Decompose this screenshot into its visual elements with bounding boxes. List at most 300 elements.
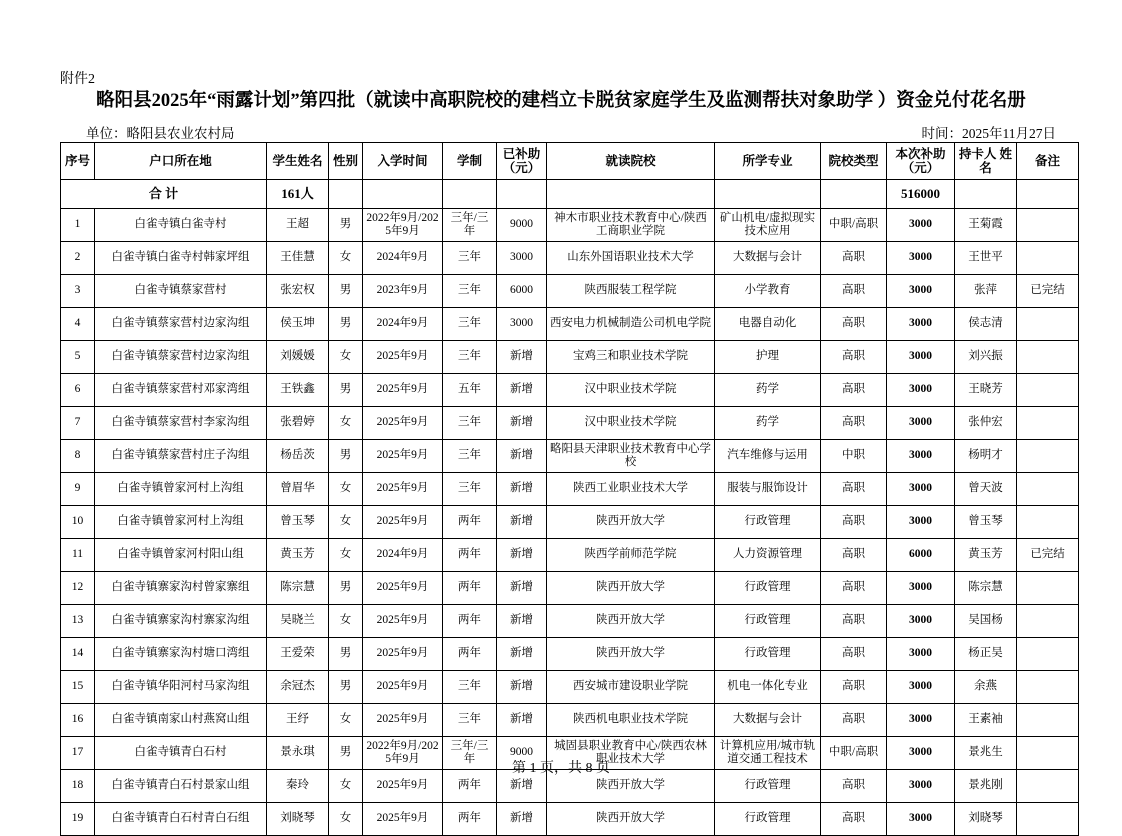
cell-school-system: 五年 <box>443 374 497 407</box>
cell-enroll-time: 2025年9月 <box>363 473 443 506</box>
cell-name: 吴晓兰 <box>267 605 329 638</box>
col-name: 学生姓名 <box>267 143 329 180</box>
total-subsidized <box>497 180 547 209</box>
cell-card-holder: 刘晓琴 <box>955 803 1017 836</box>
cell-remark <box>1017 341 1079 374</box>
cell-current: 3000 <box>887 308 955 341</box>
cell-gender: 男 <box>329 209 363 242</box>
cell-card-holder: 王晓芳 <box>955 374 1017 407</box>
cell-name: 秦玲 <box>267 770 329 803</box>
col-seq: 序号 <box>61 143 95 180</box>
col-current <box>887 143 955 180</box>
cell-enroll-time: 2025年9月 <box>363 374 443 407</box>
cell-subsidized: 新增 <box>497 473 547 506</box>
cell-subsidized: 3000 <box>497 308 547 341</box>
table-row <box>61 671 1079 704</box>
cell-major: 大数据与会计 <box>715 242 821 275</box>
cell-remark <box>1017 242 1079 275</box>
cell-gender: 男 <box>329 737 363 770</box>
cell-school-type: 高职 <box>821 506 887 539</box>
cell-institution: 宝鸡三和职业技术学院 <box>547 341 715 374</box>
cell-subsidized: 6000 <box>497 275 547 308</box>
cell-school-system: 三年 <box>443 275 497 308</box>
cell-major: 服装与服饰设计 <box>715 473 821 506</box>
cell-school-type: 高职 <box>821 539 887 572</box>
cell-school-type: 高职 <box>821 638 887 671</box>
cell-card-holder: 黄玉芳 <box>955 539 1017 572</box>
cell-remark: 已完结 <box>1017 275 1079 308</box>
cell-major: 机电一体化专业 <box>715 671 821 704</box>
cell-address: 白雀寺镇蔡家营村邓家湾组 <box>95 374 267 407</box>
cell-gender: 女 <box>329 539 363 572</box>
issue-date: 时间：2025年11月27日 <box>921 126 1056 141</box>
col-school-type: 院校类型 <box>821 143 887 180</box>
cell-enroll-time: 2025年9月 <box>363 572 443 605</box>
table-row <box>61 275 1079 308</box>
cell-subsidized: 新增 <box>497 374 547 407</box>
cell-gender: 男 <box>329 572 363 605</box>
cell-enroll-time: 2024年9月 <box>363 242 443 275</box>
cell-school-system: 两年 <box>443 539 497 572</box>
cell-seq: 2 <box>61 242 95 275</box>
cell-major: 药学 <box>715 374 821 407</box>
cell-school-system: 两年 <box>443 638 497 671</box>
cell-remark <box>1017 605 1079 638</box>
cell-gender: 男 <box>329 308 363 341</box>
table-row <box>61 605 1079 638</box>
table-row <box>61 506 1079 539</box>
cell-name: 曾眉华 <box>267 473 329 506</box>
cell-seq: 17 <box>61 737 95 770</box>
cell-institution: 汉中职业技术学院 <box>547 374 715 407</box>
total-card-holder <box>955 180 1017 209</box>
col-institution: 就读院校 <box>547 143 715 180</box>
cell-name: 黄玉芳 <box>267 539 329 572</box>
cell-school-type: 高职 <box>821 407 887 440</box>
col-enroll-time: 入学时间 <box>363 143 443 180</box>
cell-address: 白雀寺镇白雀寺村 <box>95 209 267 242</box>
cell-school-system: 三年 <box>443 473 497 506</box>
cell-gender: 男 <box>329 440 363 473</box>
cell-card-holder: 王素袖 <box>955 704 1017 737</box>
cell-card-holder: 王菊霞 <box>955 209 1017 242</box>
cell-card-holder: 吴国杨 <box>955 605 1017 638</box>
cell-seq: 15 <box>61 671 95 704</box>
cell-subsidized: 新增 <box>497 671 547 704</box>
cell-major: 小学教育 <box>715 275 821 308</box>
total-school-system <box>443 180 497 209</box>
cell-remark <box>1017 308 1079 341</box>
table-row <box>61 473 1079 506</box>
cell-subsidized: 9000 <box>497 737 547 770</box>
cell-name: 余冠杰 <box>267 671 329 704</box>
cell-current: 3000 <box>887 341 955 374</box>
issuing-unit: 单位：略阳县农业农村局 <box>86 126 235 141</box>
cell-school-system: 两年 <box>443 770 497 803</box>
cell-major: 护理 <box>715 341 821 374</box>
cell-institution: 西安电力机械制造公司机电学院 <box>547 308 715 341</box>
cell-seq: 14 <box>61 638 95 671</box>
cell-name: 景永琪 <box>267 737 329 770</box>
cell-seq: 3 <box>61 275 95 308</box>
page-footer: 第 1 页，共 8 页 <box>512 761 610 776</box>
total-count: 161人 <box>267 180 329 209</box>
cell-remark <box>1017 638 1079 671</box>
cell-school-type: 高职 <box>821 572 887 605</box>
cell-remark <box>1017 407 1079 440</box>
cell-enroll-time: 2025年9月 <box>363 704 443 737</box>
table-row <box>61 704 1079 737</box>
cell-current: 3000 <box>887 605 955 638</box>
cell-major: 行政管理 <box>715 803 821 836</box>
total-gender <box>329 180 363 209</box>
cell-gender: 女 <box>329 341 363 374</box>
cell-institution: 陕西工业职业技术大学 <box>547 473 715 506</box>
cell-seq: 18 <box>61 770 95 803</box>
cell-subsidized: 新增 <box>497 440 547 473</box>
table-row <box>61 440 1079 473</box>
cell-subsidized: 9000 <box>497 209 547 242</box>
col-current-line2: （元） <box>901 161 940 175</box>
cell-enroll-time: 2025年9月 <box>363 803 443 836</box>
cell-gender: 女 <box>329 605 363 638</box>
cell-current: 3000 <box>887 737 955 770</box>
cell-card-holder: 王世平 <box>955 242 1017 275</box>
cell-enroll-time: 2025年9月 <box>363 506 443 539</box>
cell-major: 行政管理 <box>715 572 821 605</box>
cell-school-system: 三年 <box>443 341 497 374</box>
cell-card-holder: 杨正吴 <box>955 638 1017 671</box>
cell-enroll-time: 2025年9月 <box>363 671 443 704</box>
cell-seq: 5 <box>61 341 95 374</box>
cell-seq: 12 <box>61 572 95 605</box>
cell-current: 3000 <box>887 242 955 275</box>
subsidy-table <box>60 142 1079 836</box>
cell-institution: 陕西学前师范学院 <box>547 539 715 572</box>
cell-school-system: 两年 <box>443 506 497 539</box>
cell-institution: 陕西机电职业技术学院 <box>547 704 715 737</box>
col-subsidized <box>497 143 547 180</box>
cell-school-type: 中职/高职 <box>821 737 887 770</box>
cell-address: 白雀寺镇蔡家营村边家沟组 <box>95 308 267 341</box>
cell-enroll-time: 2025年9月 <box>363 605 443 638</box>
cell-institution: 陕西开放大学 <box>547 770 715 803</box>
cell-address: 白雀寺镇寨家沟村曾家寨组 <box>95 572 267 605</box>
cell-card-holder: 杨明才 <box>955 440 1017 473</box>
cell-card-holder: 曾天波 <box>955 473 1017 506</box>
cell-school-type: 中职 <box>821 440 887 473</box>
cell-subsidized: 新增 <box>497 704 547 737</box>
cell-current: 3000 <box>887 572 955 605</box>
cell-gender: 女 <box>329 242 363 275</box>
cell-current: 3000 <box>887 803 955 836</box>
cell-name: 张宏权 <box>267 275 329 308</box>
cell-school-system: 三年 <box>443 407 497 440</box>
header-row <box>61 143 1079 180</box>
cell-current: 6000 <box>887 539 955 572</box>
attachment-label: 附件2 <box>60 72 95 87</box>
cell-major: 行政管理 <box>715 638 821 671</box>
table-row <box>61 638 1079 671</box>
cell-seq: 6 <box>61 374 95 407</box>
cell-card-holder: 曾玉琴 <box>955 506 1017 539</box>
cell-institution: 陕西服装工程学院 <box>547 275 715 308</box>
cell-current: 3000 <box>887 440 955 473</box>
cell-current: 3000 <box>887 374 955 407</box>
cell-institution: 城固县职业教育中心/陕西农林职业技术大学 <box>547 737 715 770</box>
cell-school-system: 两年 <box>443 572 497 605</box>
cell-subsidized: 新增 <box>497 803 547 836</box>
cell-name: 王爱荣 <box>267 638 329 671</box>
cell-address: 白雀寺镇蔡家营村庄子沟组 <box>95 440 267 473</box>
col-subsidized-line1: 已补助 <box>502 146 541 161</box>
cell-school-type: 高职 <box>821 605 887 638</box>
cell-seq: 4 <box>61 308 95 341</box>
cell-gender: 女 <box>329 704 363 737</box>
cell-address: 白雀寺镇白雀寺村韩家坪组 <box>95 242 267 275</box>
cell-institution: 陕西开放大学 <box>547 572 715 605</box>
cell-major: 计算机应用/城市轨道交通工程技术 <box>715 737 821 770</box>
cell-subsidized: 新增 <box>497 638 547 671</box>
cell-current: 3000 <box>887 209 955 242</box>
cell-school-type: 高职 <box>821 308 887 341</box>
cell-name: 王纾 <box>267 704 329 737</box>
cell-school-type: 高职 <box>821 473 887 506</box>
total-major <box>715 180 821 209</box>
cell-institution: 陕西开放大学 <box>547 506 715 539</box>
cell-current: 3000 <box>887 770 955 803</box>
cell-institution: 汉中职业技术学院 <box>547 407 715 440</box>
cell-gender: 女 <box>329 473 363 506</box>
total-label: 合 计 <box>61 180 267 209</box>
cell-seq: 13 <box>61 605 95 638</box>
cell-major: 药学 <box>715 407 821 440</box>
cell-enroll-time: 2025年9月 <box>363 770 443 803</box>
col-remark: 备注 <box>1017 143 1079 180</box>
cell-address: 白雀寺镇蔡家营村 <box>95 275 267 308</box>
cell-subsidized: 新增 <box>497 572 547 605</box>
cell-remark: 已完结 <box>1017 539 1079 572</box>
cell-current: 3000 <box>887 275 955 308</box>
cell-school-type: 高职 <box>821 704 887 737</box>
cell-gender: 男 <box>329 374 363 407</box>
cell-gender: 男 <box>329 638 363 671</box>
cell-address: 白雀寺镇青白石村青白石组 <box>95 803 267 836</box>
table-body <box>61 180 1079 836</box>
cell-seq: 1 <box>61 209 95 242</box>
col-address: 户口所在地 <box>95 143 267 180</box>
cell-enroll-time: 2025年9月 <box>363 341 443 374</box>
page-title: 略阳县2025年“雨露计划”第四批（就读中高职院校的建档立卡脱贫家庭学生及监测帮扶对象助学 ）资金兑付花名册 <box>96 91 1026 111</box>
table-row <box>61 407 1079 440</box>
cell-enroll-time: 2024年9月 <box>363 539 443 572</box>
cell-subsidized: 新增 <box>497 506 547 539</box>
cell-seq: 9 <box>61 473 95 506</box>
cell-enroll-time: 2024年9月 <box>363 308 443 341</box>
table-header <box>61 143 1079 180</box>
cell-institution: 陕西开放大学 <box>547 638 715 671</box>
table-row <box>61 308 1079 341</box>
cell-major: 行政管理 <box>715 770 821 803</box>
cell-school-type: 高职 <box>821 770 887 803</box>
col-current-line1: 本次补助 <box>895 146 946 161</box>
cell-seq: 7 <box>61 407 95 440</box>
cell-subsidized: 新增 <box>497 605 547 638</box>
cell-remark <box>1017 671 1079 704</box>
cell-name: 王超 <box>267 209 329 242</box>
cell-seq: 16 <box>61 704 95 737</box>
cell-enroll-time: 2025年9月 <box>363 407 443 440</box>
cell-subsidized: 新增 <box>497 539 547 572</box>
cell-gender: 女 <box>329 506 363 539</box>
total-school-type <box>821 180 887 209</box>
cell-name: 刘晓琴 <box>267 803 329 836</box>
cell-school-system: 三年 <box>443 671 497 704</box>
table-row <box>61 572 1079 605</box>
cell-seq: 11 <box>61 539 95 572</box>
total-enroll-time <box>363 180 443 209</box>
cell-address: 白雀寺镇曾家河村阳山组 <box>95 539 267 572</box>
cell-address: 白雀寺镇青白石村景家山组 <box>95 770 267 803</box>
cell-name: 王佳慧 <box>267 242 329 275</box>
cell-subsidized: 新增 <box>497 407 547 440</box>
cell-school-type: 高职 <box>821 242 887 275</box>
cell-enroll-time: 2022年9月/2025年9月 <box>363 209 443 242</box>
col-subsidized-line2: （元） <box>502 161 541 175</box>
cell-institution: 山东外国语职业技术大学 <box>547 242 715 275</box>
cell-school-system: 三年 <box>443 440 497 473</box>
cell-institution: 陕西开放大学 <box>547 803 715 836</box>
cell-enroll-time: 2025年9月 <box>363 440 443 473</box>
table-row <box>61 374 1079 407</box>
cell-school-system: 三年 <box>443 704 497 737</box>
cell-gender: 女 <box>329 803 363 836</box>
cell-subsidized: 新增 <box>497 341 547 374</box>
cell-card-holder: 张仲宏 <box>955 407 1017 440</box>
cell-name: 张碧婷 <box>267 407 329 440</box>
cell-current: 3000 <box>887 704 955 737</box>
cell-school-type: 高职 <box>821 374 887 407</box>
cell-remark <box>1017 440 1079 473</box>
cell-current: 3000 <box>887 671 955 704</box>
col-major: 所学专业 <box>715 143 821 180</box>
cell-address: 白雀寺镇曾家河村上沟组 <box>95 473 267 506</box>
cell-remark <box>1017 374 1079 407</box>
cell-major: 行政管理 <box>715 506 821 539</box>
cell-current: 3000 <box>887 473 955 506</box>
cell-gender: 女 <box>329 407 363 440</box>
cell-name: 王铁鑫 <box>267 374 329 407</box>
meta-row <box>86 122 1056 140</box>
cell-name: 曾玉琴 <box>267 506 329 539</box>
cell-card-holder: 侯志清 <box>955 308 1017 341</box>
cell-gender: 女 <box>329 770 363 803</box>
cell-institution: 陕西开放大学 <box>547 605 715 638</box>
cell-card-holder: 张萍 <box>955 275 1017 308</box>
cell-address: 白雀寺镇蔡家营村边家沟组 <box>95 341 267 374</box>
cell-card-holder: 刘兴振 <box>955 341 1017 374</box>
cell-major: 汽车维修与运用 <box>715 440 821 473</box>
cell-enroll-time: 2022年9月/2025年9月 <box>363 737 443 770</box>
table-row <box>61 539 1079 572</box>
cell-subsidized: 3000 <box>497 242 547 275</box>
cell-address: 白雀寺镇青白石村 <box>95 737 267 770</box>
cell-current: 3000 <box>887 506 955 539</box>
cell-seq: 8 <box>61 440 95 473</box>
cell-address: 白雀寺镇寨家沟村寨家沟组 <box>95 605 267 638</box>
total-institution <box>547 180 715 209</box>
cell-school-system: 两年 <box>443 803 497 836</box>
cell-school-type: 高职 <box>821 341 887 374</box>
cell-remark <box>1017 704 1079 737</box>
cell-remark <box>1017 473 1079 506</box>
cell-enroll-time: 2025年9月 <box>363 638 443 671</box>
cell-school-type: 高职 <box>821 671 887 704</box>
col-gender: 性别 <box>329 143 363 180</box>
cell-school-type: 高职 <box>821 275 887 308</box>
cell-remark <box>1017 803 1079 836</box>
cell-major: 电器自动化 <box>715 308 821 341</box>
cell-major: 人力资源管理 <box>715 539 821 572</box>
cell-card-holder: 陈宗慧 <box>955 572 1017 605</box>
cell-seq: 19 <box>61 803 95 836</box>
cell-current: 3000 <box>887 638 955 671</box>
col-school-system: 学制 <box>443 143 497 180</box>
cell-institution: 略阳县天津职业技术教育中心学校 <box>547 440 715 473</box>
cell-school-system: 三年/三年 <box>443 737 497 770</box>
cell-school-system: 三年 <box>443 242 497 275</box>
table-row <box>61 341 1079 374</box>
cell-address: 白雀寺镇曾家河村上沟组 <box>95 506 267 539</box>
cell-gender: 男 <box>329 671 363 704</box>
cell-major: 矿山机电/虚拟现实技术应用 <box>715 209 821 242</box>
col-card-holder: 持卡人 姓名 <box>955 143 1017 180</box>
cell-address: 白雀寺镇华阳河村马家沟组 <box>95 671 267 704</box>
cell-institution: 神木市职业技术教育中心/陕西工商职业学院 <box>547 209 715 242</box>
cell-name: 陈宗慧 <box>267 572 329 605</box>
cell-address: 白雀寺镇寨家沟村塘口湾组 <box>95 638 267 671</box>
cell-address: 白雀寺镇南家山村燕窝山组 <box>95 704 267 737</box>
total-remark <box>1017 180 1079 209</box>
cell-enroll-time: 2023年9月 <box>363 275 443 308</box>
cell-name: 杨岳茨 <box>267 440 329 473</box>
cell-current: 3000 <box>887 407 955 440</box>
cell-remark <box>1017 572 1079 605</box>
cell-card-holder: 景兆刚 <box>955 770 1017 803</box>
cell-address: 白雀寺镇蔡家营村李家沟组 <box>95 407 267 440</box>
cell-school-system: 三年 <box>443 308 497 341</box>
table-row <box>61 242 1079 275</box>
cell-name: 侯玉坤 <box>267 308 329 341</box>
total-row <box>61 180 1079 209</box>
cell-card-holder: 景兆生 <box>955 737 1017 770</box>
cell-remark <box>1017 209 1079 242</box>
cell-major: 大数据与会计 <box>715 704 821 737</box>
cell-gender: 男 <box>329 275 363 308</box>
cell-school-type: 高职 <box>821 803 887 836</box>
cell-name: 刘媛媛 <box>267 341 329 374</box>
table-row <box>61 209 1079 242</box>
cell-remark <box>1017 506 1079 539</box>
cell-subsidized: 新增 <box>497 770 547 803</box>
cell-major: 行政管理 <box>715 605 821 638</box>
table-row <box>61 803 1079 836</box>
cell-institution: 西安城市建设职业学院 <box>547 671 715 704</box>
cell-seq: 10 <box>61 506 95 539</box>
cell-card-holder: 余燕 <box>955 671 1017 704</box>
cell-school-type: 中职/高职 <box>821 209 887 242</box>
cell-school-system: 两年 <box>443 605 497 638</box>
